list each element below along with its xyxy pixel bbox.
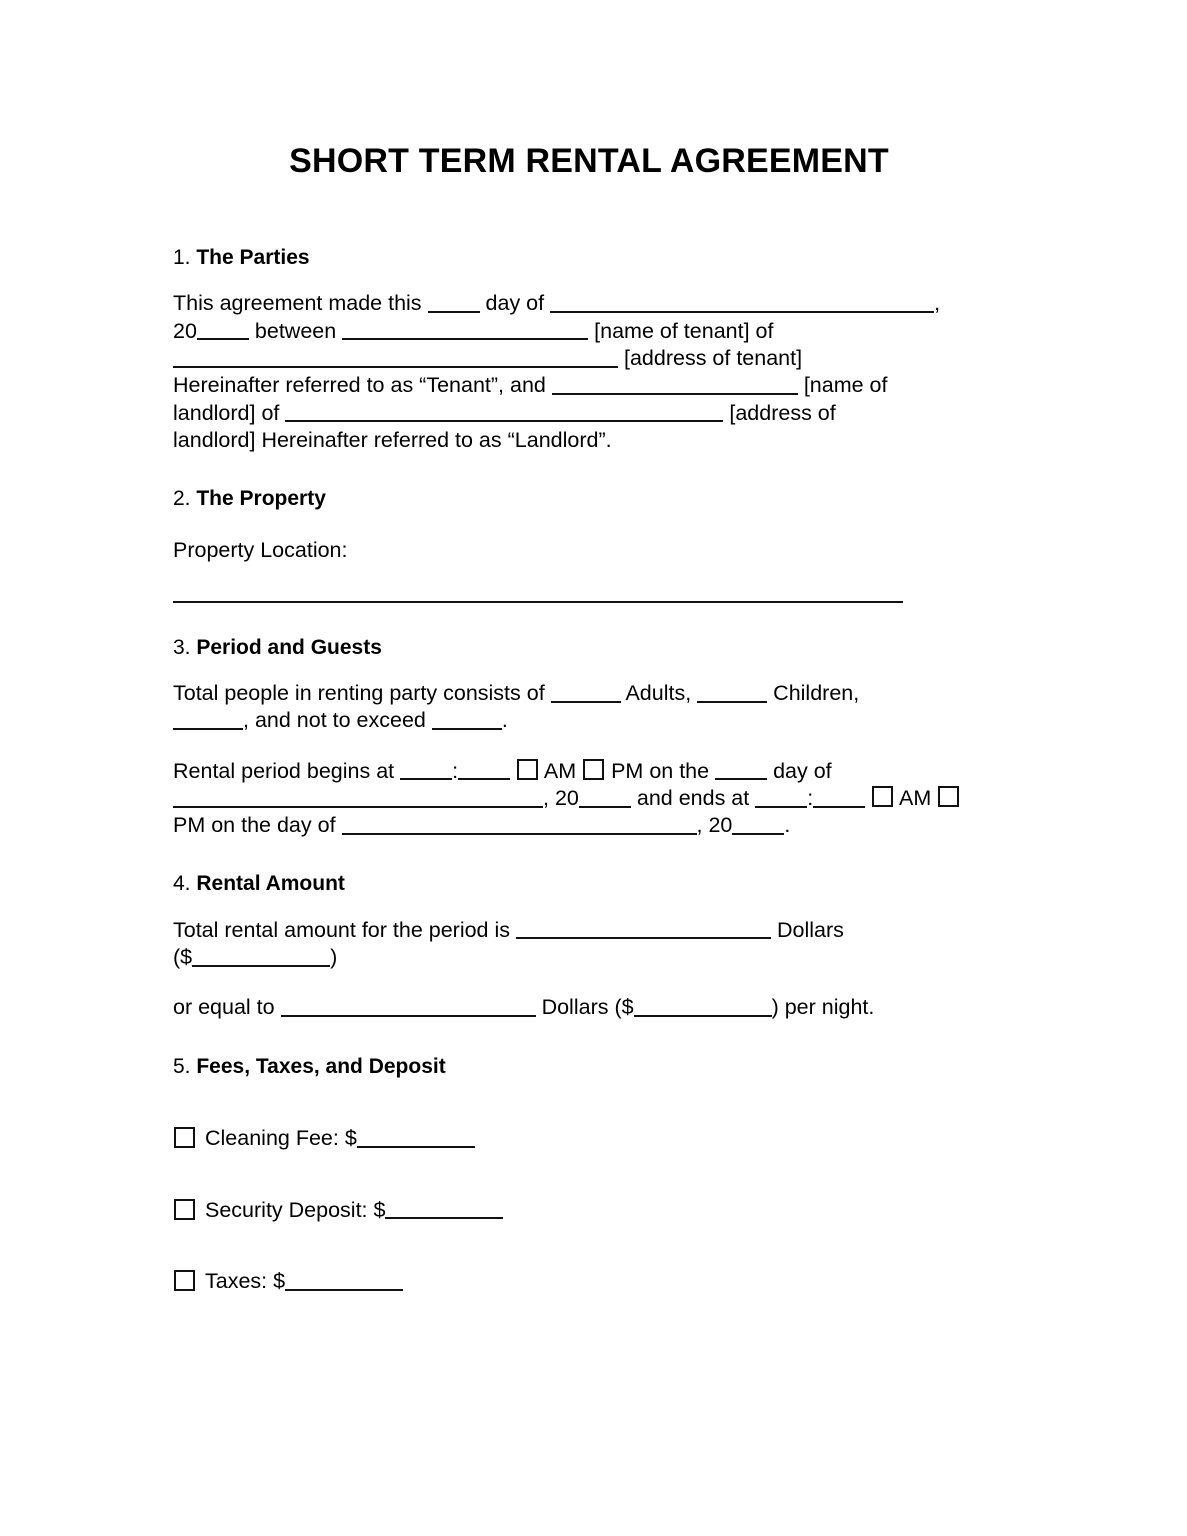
section-heading-4: [173, 871, 1018, 897]
parties-line2-c: [name of tenant] of: [594, 318, 774, 343]
blank-start-day[interactable]: [715, 760, 767, 780]
blank-adults[interactable]: [551, 682, 621, 702]
period-line2-colon: :: [807, 785, 814, 810]
fee-item-taxes[interactable]: [173, 1269, 1018, 1295]
parties-line2-a: 20: [173, 318, 197, 343]
parties-line4-a: Hereinafter referred to as “Tenant”, and: [173, 373, 546, 398]
blank-security-deposit-amount[interactable]: [385, 1199, 503, 1219]
blank-tenant-address[interactable]: [173, 347, 618, 367]
section-title-4: Rental Amount: [196, 872, 345, 896]
blank-cleaning-fee-amount[interactable]: [357, 1127, 475, 1147]
blank-taxes-amount[interactable]: [285, 1271, 403, 1291]
blank-max-occupancy[interactable]: [432, 710, 502, 730]
period-line3-b: , 20: [696, 813, 733, 838]
per-night-paragraph: [173, 994, 1018, 1021]
parties-line1-b: day of: [485, 291, 545, 316]
guests-line2-a: , and not to exceed: [243, 708, 426, 733]
property-location-label: Property Location:: [173, 538, 348, 563]
guests-paragraph: [173, 680, 1018, 735]
section-number-5: 5.: [173, 1054, 191, 1078]
section-title-5: Fees, Taxes, and Deposit: [196, 1054, 446, 1078]
period-line2-a: , 20: [543, 785, 579, 810]
blank-nightly-amount-words[interactable]: [281, 997, 536, 1017]
per-night-line1-c: ) per night.: [771, 995, 875, 1020]
total-rental-line2-a: ($: [173, 944, 193, 969]
blank-start-year[interactable]: [579, 787, 631, 807]
section-heading-3: [173, 635, 1018, 661]
total-rental-line2-b: ): [330, 944, 338, 969]
blank-end-hour[interactable]: [755, 787, 807, 807]
spacer: [173, 735, 1018, 758]
blank-landlord-name[interactable]: [552, 375, 798, 395]
parties-line1-a: This agreement made this: [173, 291, 422, 316]
blank-end-year[interactable]: [732, 814, 784, 834]
checkbox-end-pm[interactable]: [938, 786, 959, 807]
section-number-4: 4.: [173, 872, 191, 896]
period-line3-a: PM on the day of: [173, 813, 336, 838]
section-number-2: 2.: [173, 487, 191, 511]
parties-line3-c: [address of tenant]: [623, 345, 803, 370]
blank-start-month[interactable]: [173, 787, 543, 807]
section-number-3: 3.: [173, 635, 191, 659]
period-line1-b: day of: [773, 758, 832, 783]
section-number-1: 1.: [173, 246, 191, 270]
blank-tenant-name[interactable]: [342, 320, 588, 340]
spacer: [173, 181, 1018, 245]
blank-nightly-amount-figure[interactable]: [634, 997, 772, 1017]
period-line1-a: Rental period begins at: [173, 758, 395, 783]
checkbox-start-pm[interactable]: [583, 759, 604, 780]
blank-children[interactable]: [697, 682, 767, 702]
fee-item-cleaning[interactable]: [173, 1126, 1018, 1152]
spacer: [173, 971, 1018, 994]
blank-landlord-address[interactable]: [285, 402, 723, 422]
spacer: [173, 1080, 1018, 1126]
blank-total-amount-words[interactable]: [516, 919, 771, 939]
spacer: [173, 661, 1018, 680]
section-heading-5: [173, 1054, 1018, 1080]
period-paragraph: [173, 758, 1018, 840]
total-rental-line1-b: Dollars: [777, 917, 844, 942]
section-heading-1: [173, 245, 1018, 271]
period-line1-pm: PM on the: [611, 758, 710, 783]
document-body: [173, 0, 1018, 1295]
spacer: [173, 1022, 1018, 1054]
parties-paragraph: [173, 290, 1018, 454]
period-line2-am: AM: [898, 785, 932, 810]
blank-month[interactable]: [550, 293, 934, 313]
parties-line2-b: between: [254, 318, 337, 343]
section-heading-2: [173, 486, 1018, 512]
parties-line1-c: ,: [934, 291, 941, 316]
checkbox-taxes[interactable]: [174, 1270, 195, 1291]
per-night-line1-b: Dollars ($: [541, 995, 634, 1020]
period-line2-b: and ends at: [636, 785, 750, 810]
parties-line6-a: landlord] Hereinafter referred to as “Landlord”.: [173, 427, 612, 452]
parties-line5-c: [address of: [729, 400, 836, 425]
period-line1-am: AM: [543, 758, 577, 783]
guests-line1-b: Adults,: [625, 680, 692, 705]
spacer: [173, 512, 1018, 537]
guests-line2-b: .: [501, 708, 508, 733]
period-line1-colon: :: [452, 758, 459, 783]
section-title-3: Period and Guests: [196, 635, 382, 659]
blank-other-guests[interactable]: [173, 710, 243, 730]
checkbox-security-deposit[interactable]: [174, 1199, 195, 1220]
section-title-2: The Property: [196, 487, 326, 511]
per-night-line1-a: or equal to: [173, 995, 275, 1020]
fee-label-cleaning: Cleaning Fee: $: [205, 1125, 357, 1150]
parties-line4-c: [name of: [803, 373, 888, 398]
total-rental-line1-a: Total rental amount for the period is: [173, 917, 511, 942]
blank-end-minute[interactable]: [813, 787, 865, 807]
blank-start-hour[interactable]: [400, 760, 452, 780]
section-title-1: The Parties: [196, 246, 310, 270]
checkbox-end-am[interactable]: [872, 786, 893, 807]
spacer: [173, 839, 1018, 871]
spacer: [173, 1223, 1018, 1269]
blank-day-number[interactable]: [428, 293, 480, 313]
checkbox-cleaning-fee[interactable]: [174, 1127, 195, 1148]
blank-start-minute[interactable]: [458, 760, 510, 780]
parties-line5-a: landlord] of: [173, 400, 280, 425]
period-line3-c: .: [784, 813, 791, 838]
blank-year-1[interactable]: [197, 320, 249, 340]
fee-label-security-deposit: Security Deposit: $: [205, 1197, 386, 1222]
fee-item-security-deposit[interactable]: [173, 1198, 1018, 1224]
spacer: [173, 898, 1018, 917]
guests-line1-c: Children,: [773, 680, 860, 705]
blank-end-month[interactable]: [342, 814, 697, 834]
spacer: [173, 271, 1018, 290]
guests-line1-a: Total people in renting party consists of: [173, 680, 545, 705]
page-title: SHORT TERM RENTAL AGREEMENT: [289, 142, 889, 180]
blank-total-amount-figure[interactable]: [192, 946, 330, 966]
spacer: [173, 565, 1018, 601]
total-rental-paragraph: [173, 917, 1018, 972]
checkbox-start-am[interactable]: [517, 759, 538, 780]
fee-label-taxes: Taxes: $: [205, 1269, 286, 1294]
spacer: [173, 454, 1018, 486]
spacer: [173, 603, 1018, 635]
spacer: [173, 1152, 1018, 1198]
